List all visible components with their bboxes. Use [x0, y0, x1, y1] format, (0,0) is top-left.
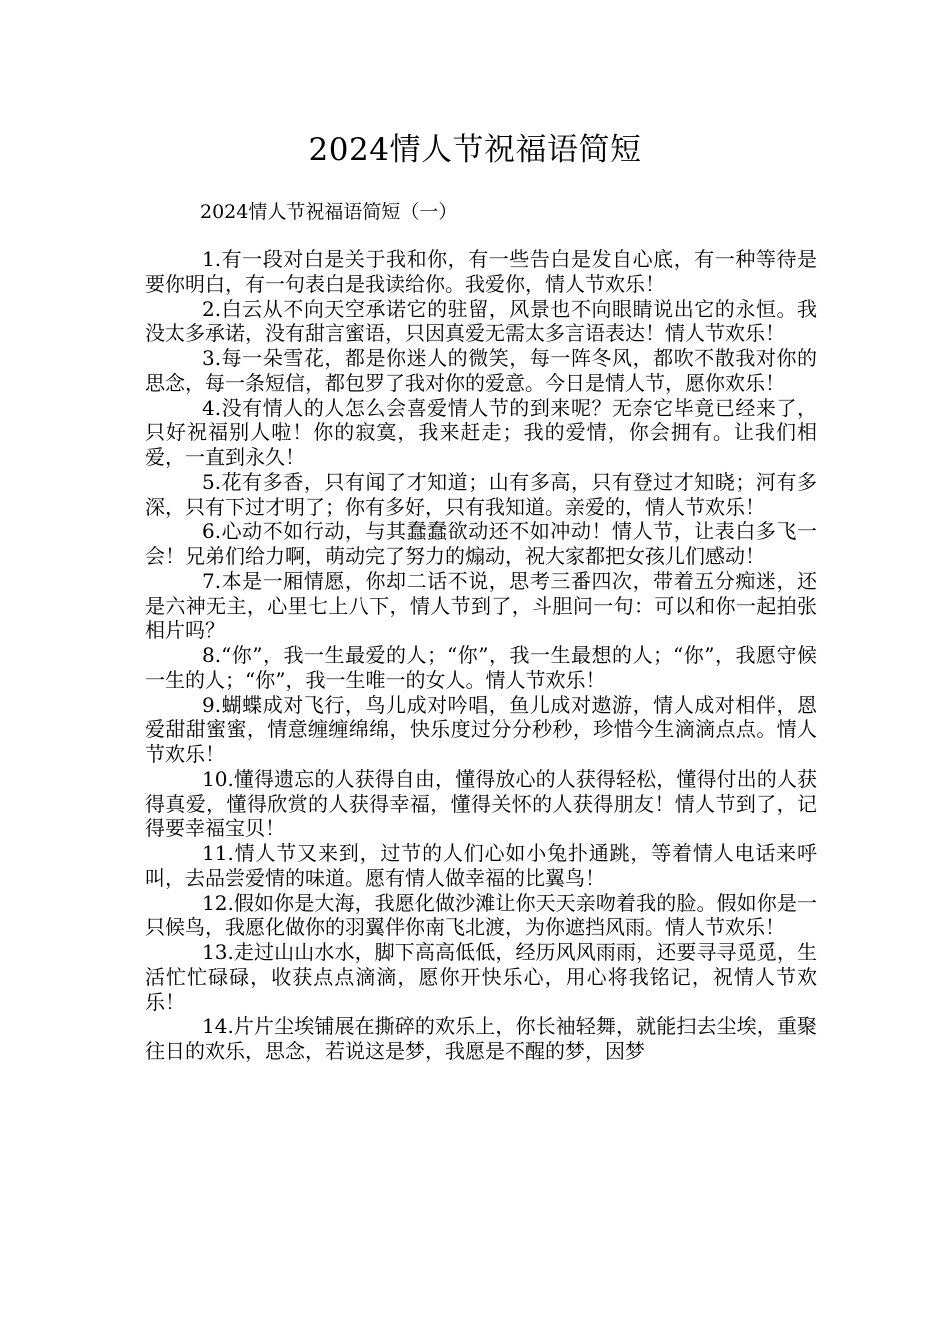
document-title: 2024情人节祝福语简短: [308, 132, 642, 168]
paragraph-1: 1.有一段对白是关于我和你，有一些告白是发自心底，有一种等待是要你明白，有一句表白是我读给你。我爱你，情人节欢乐！: [145, 247, 817, 296]
paragraph-12: 12.假如你是大海，我愿化做沙滩让你天天亲吻着我的脸。假如你是一只候鸟，我愿化做你的羽翼伴你南飞北渡，为你遮挡风雨。情人节欢乐！: [145, 890, 817, 940]
paragraph-5: 5.花有多香，只有闻了才知道；山有多高，只有登过才知晓；河有多深，只有下过才明了；你有多好，只有我知道。亲爱的，情人节欢乐！: [145, 469, 817, 519]
section-heading: 2024情人节祝福语简短（一）: [200, 201, 458, 223]
paragraph-8: 8.“你”，我一生最爱的人；“你”，我一生最想的人；“你”，我愿守候一生的人；“你”，我一生唯一的女人。情人节欢乐！: [145, 643, 817, 692]
paragraph-13: 13.走过山山水水，脚下高高低低，经历风风雨雨，还要寻寻觅觅，生活忙忙碌碌，收获点点滴滴，愿你开快乐心，用心将我铭记，祝情人节欢乐！: [145, 940, 817, 1014]
paragraph-6: 6.心动不如行动，与其蠢蠢欲动还不如冲动！情人节，让表白多飞一会！兄弟们给力啊，萌动完了努力的煽动，祝大家都把女孩儿们感动！: [145, 519, 817, 568]
paragraph-9: 9.蝴蝶成对飞行，鸟儿成对吟唱，鱼儿成对遨游，情人成对相伴，恩爱甜甜蜜蜜，情意缠缠绵绵，快乐度过分分秒秒，珍惜今生滴滴点点。情人节欢乐！: [145, 692, 817, 766]
paragraph-2: 2.白云从不向天空承诺它的驻留，风景也不向眼睛说出它的永恒。我没太多承诺，没有甜言蜜语，只因真爱无需太多言语表达！情人节欢乐！: [145, 296, 817, 346]
paragraph-4: 4.没有情人的人怎么会喜爱情人节的到来呢？无奈它毕竟已经来了，只好祝福别人啦！你的寂寞，我来赶走；我的爱情，你会拥有。让我们相爱，一直到永久！: [145, 395, 817, 469]
paragraph-14: 14.片片尘埃铺展在撕碎的欢乐上，你长袖轻舞，就能扫去尘埃，重聚往日的欢乐，思念，若说这是梦，我愿是不醒的梦，因梦: [145, 1014, 817, 1063]
paragraph-3: 3.每一朵雪花，都是你迷人的微笑，每一阵冬风，都吹不散我对你的思念，每一条短信，都包罗了我对你的爱意。今日是情人节，愿你欢乐！: [145, 346, 817, 395]
paragraph-10: 10.懂得遗忘的人获得自由，懂得放心的人获得轻松，懂得付出的人获得真爱，懂得欣赏的人获得幸福，懂得关怀的人获得朋友！情人节到了，记得要幸福宝贝！: [145, 766, 817, 841]
paragraph-7: 7.本是一厢情愿，你却二话不说，思考三番四次，带着五分痴迷，还是六神无主，心里七上八下，情人节到了，斗胆问一句：可以和你一起拍张相片吗？: [145, 568, 817, 643]
document-body: [145, 247, 817, 1064]
paragraph-11: 11.情人节又来到，过节的人们心如小兔扑通跳，等着情人电话来呼叫，去品尝爱情的味道。愿有情人做幸福的比翼鸟！: [145, 841, 817, 890]
